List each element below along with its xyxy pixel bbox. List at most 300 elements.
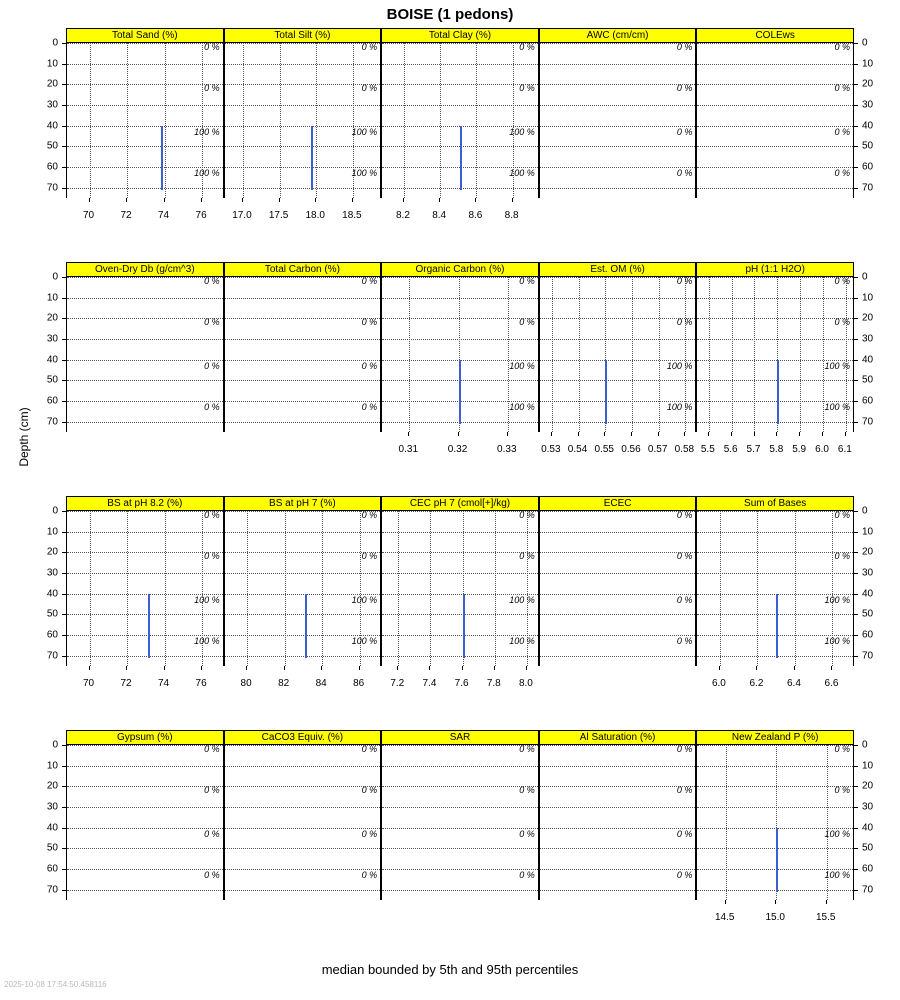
y-tick-label-right: 40 [862,588,874,600]
gridline-horizontal [540,635,696,636]
gridline-horizontal [225,84,381,85]
gridline-horizontal [382,890,538,891]
percent-label: 0 % [361,510,378,521]
gridline-horizontal [67,380,223,381]
gridline-vertical [754,277,755,432]
percent-label: 0 % [676,126,693,137]
percent-label: 100 % [194,126,220,137]
percent-label: 0 % [676,551,693,562]
gridline-horizontal [225,360,381,361]
data-segment [460,126,462,190]
gridline-vertical [495,511,496,666]
y-tick-label-left: 60 [46,629,58,641]
gridline-horizontal [225,422,381,423]
gridline-vertical [280,43,281,198]
x-tick-label: 0.55 [594,444,614,455]
x-tick-mark [551,432,552,436]
gridline-horizontal [540,766,696,767]
y-tick-label-left: 40 [46,120,58,132]
gridline-horizontal [382,656,538,657]
gridline-horizontal [540,298,696,299]
gridline-horizontal [540,339,696,340]
y-tick-mark-left [62,573,66,574]
x-tick-label: 74 [157,210,170,221]
chart-row [0,262,900,468]
gridline-horizontal [382,786,538,787]
percent-label: 100 % [509,168,535,179]
gridline-horizontal [382,64,538,65]
x-tick-label: 6.1 [837,444,852,455]
panel-plot [539,745,697,900]
y-tick-label-left: 10 [46,760,58,772]
y-tick-label-right: 30 [862,567,874,579]
panel-header: BS at pH 7 (%) [224,496,382,511]
percent-label: 0 % [834,744,850,755]
gridline-vertical [90,43,91,198]
x-tick-label: 5.8 [769,444,784,455]
panel-plot [224,277,382,432]
y-tick-mark-left [62,401,66,402]
gridline-vertical [795,511,796,666]
gridline-horizontal [67,422,223,423]
x-tick-mark [462,666,463,670]
y-tick-label-right: 10 [862,292,874,304]
gridline-horizontal [697,64,853,65]
data-segment [148,594,150,658]
x-tick-label: 0.53 [541,444,561,455]
percent-label: 100 % [509,360,535,371]
percent-label: 0 % [519,83,535,94]
page-title: BOISE (1 pedons) [386,6,514,23]
y-tick-mark-right [854,848,858,849]
percent-label: 0 % [676,636,693,647]
gridline-horizontal [540,188,696,189]
percent-label: 100 % [194,594,220,605]
y-tick-mark-right [854,105,858,106]
gridline-horizontal [382,614,538,615]
percent-label: 0 % [204,551,220,562]
y-tick-label-left: 0 [52,271,58,283]
data-segment [311,126,313,190]
y-tick-label-right: 0 [862,37,868,49]
percent-label: 0 % [361,828,378,839]
gridline-horizontal [382,511,538,512]
gridline-horizontal [697,766,853,767]
x-tick-mark [512,198,513,202]
x-tick-mark [279,198,280,202]
gridline-horizontal [225,298,381,299]
y-tick-mark-right [854,511,858,512]
gridline-vertical [552,277,553,432]
y-tick-mark-right [854,890,858,891]
x-tick-label: 5.5 [700,444,715,455]
percent-label: 0 % [204,744,220,755]
percent-label: 0 % [361,42,378,53]
panel-plot [696,511,854,666]
gridline-horizontal [382,828,538,829]
gridline-horizontal [225,188,381,189]
y-tick-label-right: 40 [862,822,874,834]
x-tick-label: 7.2 [390,678,405,689]
y-tick-mark-right [854,277,858,278]
x-tick-label: 6.0 [815,444,829,455]
percent-label: 0 % [204,83,220,94]
panel-header: Gypsum (%) [66,730,224,745]
percent-label: 0 % [361,870,378,881]
gridline-horizontal [67,401,223,402]
gridline-horizontal [697,126,853,127]
gridline-horizontal [540,64,696,65]
gridline-horizontal [382,277,538,278]
gridline-horizontal [225,745,381,746]
y-tick-label-left: 50 [46,608,58,620]
percent-label: 0 % [204,785,220,796]
data-segment [776,828,778,892]
gridline-vertical [430,511,431,666]
x-tick-mark [126,666,127,670]
y-tick-mark-left [62,614,66,615]
x-tick-mark [321,666,322,670]
y-tick-label-right: 40 [862,354,874,366]
percent-label: 100 % [666,402,693,413]
gridline-vertical [409,277,410,432]
data-segment [161,126,163,190]
y-tick-mark-right [854,360,858,361]
percent-label: 0 % [361,785,378,796]
gridline-horizontal [382,532,538,533]
percent-label: 0 % [676,42,693,53]
gridline-horizontal [225,786,381,787]
x-tick-mark [826,900,827,904]
gridline-horizontal [67,890,223,891]
data-segment [777,360,779,424]
y-tick-mark-right [854,146,858,147]
percent-label: 0 % [676,785,693,796]
y-tick-label-right: 30 [862,801,874,813]
panel-plot [224,511,382,666]
x-tick-mark [507,432,508,436]
x-tick-mark [794,666,795,670]
panel-header: Total Silt (%) [224,28,382,43]
y-tick-label-right: 0 [862,505,868,517]
percent-label: 100 % [509,636,535,647]
x-tick-label: 15.0 [765,912,785,923]
percent-label: 0 % [676,594,693,605]
panel-header: CaCO3 Equiv. (%) [224,730,382,745]
panel-plot [66,43,224,198]
y-tick-label-right: 60 [862,863,874,875]
gridline-horizontal [540,807,696,808]
percent-label: 0 % [519,785,535,796]
y-tick-label-left: 10 [46,58,58,70]
x-tick-mark [731,432,732,436]
panel-header: Est. OM (%) [539,262,697,277]
gridline-horizontal [225,146,381,147]
x-tick-mark [439,198,440,202]
percent-label: 0 % [676,317,693,328]
y-tick-mark-left [62,656,66,657]
gridline-horizontal [67,745,223,746]
percent-label: 0 % [676,828,693,839]
panel-plot [381,511,539,666]
gridline-vertical [398,511,399,666]
gridline-horizontal [225,318,381,319]
gridline-horizontal [382,573,538,574]
percent-label: 0 % [834,551,850,562]
y-tick-label-right: 30 [862,333,874,345]
y-tick-mark-left [62,360,66,361]
gridline-horizontal [225,766,381,767]
y-tick-mark-right [854,188,858,189]
percent-label: 0 % [676,168,693,179]
y-tick-mark-right [854,380,858,381]
gridline-horizontal [67,786,223,787]
panel-header: Organic Carbon (%) [381,262,539,277]
gridline-horizontal [382,84,538,85]
x-tick-mark [201,198,202,202]
y-tick-label-left: 40 [46,822,58,834]
y-tick-label-right: 50 [862,608,874,620]
gridline-horizontal [540,869,696,870]
y-tick-label-right: 30 [862,99,874,111]
chart-row [0,28,900,234]
y-tick-label-right: 60 [862,629,874,641]
gridline-horizontal [540,84,696,85]
percent-label: 0 % [361,83,378,94]
x-tick-label: 8.8 [504,210,519,221]
y-tick-label-left: 70 [46,182,58,194]
percent-label: 0 % [361,551,378,562]
panel-plot [381,277,539,432]
x-tick-label: 0.54 [567,444,588,455]
gridline-horizontal [540,146,696,147]
gridline-horizontal [697,318,853,319]
y-tick-label-right: 20 [862,312,874,324]
y-tick-mark-right [854,339,858,340]
x-tick-mark [831,666,832,670]
y-tick-label-right: 70 [862,884,874,896]
panel-header: Total Sand (%) [66,28,224,43]
y-tick-label-left: 20 [46,312,58,324]
panel-header: pH (1:1 H2O) [696,262,854,277]
percent-label: 100 % [666,360,693,371]
gridline-horizontal [67,298,223,299]
gridline-vertical [440,43,441,198]
gridline-horizontal [540,890,696,891]
percent-label: 0 % [204,402,220,413]
percent-label: 0 % [519,510,535,521]
gridline-horizontal [540,511,696,512]
panel-plot [224,745,382,900]
x-tick-mark [494,666,495,670]
y-tick-label-left: 60 [46,395,58,407]
x-tick-label: 80 [240,678,252,689]
percent-label: 100 % [824,594,850,605]
y-tick-mark-left [62,745,66,746]
y-tick-mark-right [854,126,858,127]
gridline-horizontal [67,848,223,849]
y-tick-mark-left [62,511,66,512]
data-segment [459,360,461,424]
y-tick-label-left: 60 [46,161,58,173]
gridline-horizontal [67,766,223,767]
y-tick-mark-left [62,380,66,381]
gridline-vertical [127,43,128,198]
percent-label: 0 % [834,276,850,287]
percent-label: 0 % [834,42,850,53]
percent-label: 0 % [519,744,535,755]
panel-plot [539,43,697,198]
y-tick-label-right: 20 [862,780,874,792]
y-tick-label-left: 70 [46,650,58,662]
x-tick-mark [403,198,404,202]
gridline-horizontal [697,848,853,849]
x-tick-mark [126,198,127,202]
gridline-horizontal [67,318,223,319]
y-tick-label-left: 10 [46,526,58,538]
timestamp: 2025-10-08 17:54:50.458116 [4,980,107,989]
x-tick-mark [359,666,360,670]
gridline-vertical [165,43,166,198]
y-tick-mark-left [62,635,66,636]
y-tick-mark-left [62,126,66,127]
gridline-vertical [579,277,580,432]
gridline-horizontal [540,573,696,574]
x-tick-label: 74 [157,678,170,689]
y-axis-label: Depth (cm) [17,407,31,467]
gridline-horizontal [540,614,696,615]
y-tick-mark-right [854,167,858,168]
gridline-horizontal [225,401,381,402]
gridline-horizontal [697,339,853,340]
y-tick-label-right: 60 [862,395,874,407]
y-tick-mark-right [854,786,858,787]
percent-label: 0 % [204,317,220,328]
gridline-vertical [632,277,633,432]
y-tick-mark-right [854,573,858,574]
gridline-horizontal [697,380,853,381]
percent-label: 0 % [676,870,693,881]
gridline-horizontal [382,848,538,849]
gridline-vertical [247,511,248,666]
x-tick-mark [89,666,90,670]
y-tick-label-right: 10 [862,526,874,538]
data-segment [776,594,778,658]
y-tick-mark-left [62,188,66,189]
y-tick-mark-left [62,339,66,340]
gridline-horizontal [382,766,538,767]
x-tick-label: 6.4 [787,678,801,689]
gridline-vertical [316,43,317,198]
y-tick-label-right: 70 [862,650,874,662]
y-tick-label-left: 30 [46,99,58,111]
x-tick-label: 76 [195,678,207,689]
percent-label: 100 % [824,360,850,371]
percent-label: 0 % [834,168,850,179]
percent-label: 0 % [834,510,850,521]
y-tick-mark-right [854,614,858,615]
gridline-vertical [243,43,244,198]
x-tick-mark [708,432,709,436]
percent-label: 0 % [834,317,850,328]
y-tick-label-right: 60 [862,161,874,173]
panel-plot [381,43,539,198]
gridline-vertical [127,511,128,666]
y-tick-label-right: 20 [862,546,874,558]
x-tick-label: 7.8 [486,678,501,689]
y-tick-label-left: 70 [46,416,58,428]
y-tick-mark-left [62,298,66,299]
x-tick-mark [246,666,247,670]
x-tick-mark [775,900,776,904]
x-tick-mark [397,666,398,670]
x-tick-mark [526,666,527,670]
gridline-horizontal [67,869,223,870]
y-tick-mark-left [62,552,66,553]
y-tick-label-right: 50 [862,374,874,386]
gridline-horizontal [697,745,853,746]
y-tick-mark-right [854,298,858,299]
x-tick-label: 70 [82,678,95,689]
x-tick-label: 70 [82,210,95,221]
percent-label: 0 % [676,276,693,287]
gridline-horizontal [225,848,381,849]
gridline-horizontal [382,869,538,870]
y-tick-label-left: 30 [46,333,58,345]
panel-header: Al Saturation (%) [539,730,697,745]
y-tick-mark-left [62,146,66,147]
y-tick-label-left: 40 [46,588,58,600]
percent-label: 100 % [351,168,378,179]
gridline-horizontal [67,360,223,361]
panel-header: New Zealand P (%) [696,730,854,745]
percent-label: 0 % [361,402,378,413]
y-tick-mark-left [62,828,66,829]
y-tick-label-right: 10 [862,760,874,772]
x-tick-mark [475,198,476,202]
gridline-horizontal [225,105,381,106]
y-tick-mark-right [854,43,858,44]
data-segment [305,594,307,658]
gridline-horizontal [225,807,381,808]
x-tick-mark [352,198,353,202]
gridline-horizontal [540,786,696,787]
y-tick-label-right: 70 [862,416,874,428]
x-tick-label: 6.0 [711,678,726,689]
gridline-horizontal [67,277,223,278]
x-tick-label: 5.7 [746,444,761,455]
percent-label: 0 % [519,828,535,839]
gridline-horizontal [540,318,696,319]
gridline-horizontal [382,105,538,106]
panel-plot [696,43,854,198]
x-tick-mark [201,666,202,670]
percent-label: 100 % [824,636,850,647]
y-tick-mark-right [854,869,858,870]
gridline-horizontal [540,828,696,829]
gridline-horizontal [697,786,853,787]
y-tick-mark-left [62,64,66,65]
percent-label: 100 % [509,126,535,137]
x-tick-mark [756,666,757,670]
percent-label: 0 % [361,744,378,755]
x-tick-label: 15.5 [815,912,836,923]
y-tick-label-left: 70 [46,884,58,896]
percent-label: 0 % [361,360,378,371]
percent-label: 100 % [509,402,535,413]
percent-label: 100 % [351,126,378,137]
gridline-horizontal [540,126,696,127]
